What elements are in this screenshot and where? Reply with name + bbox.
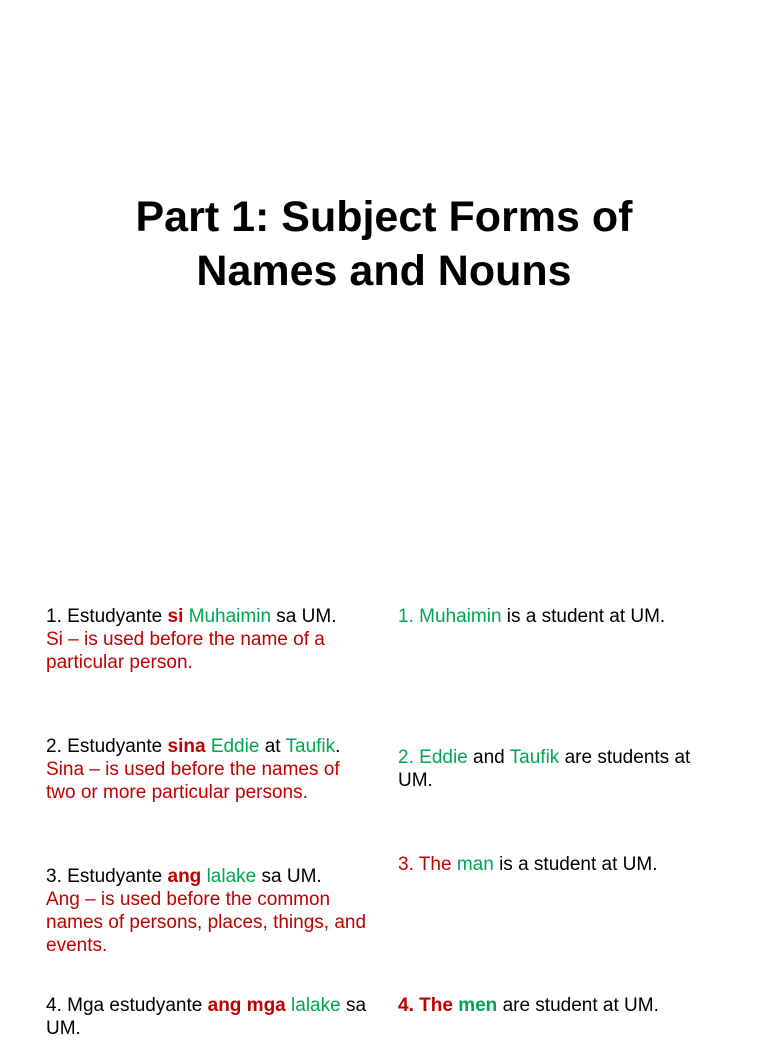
subject-marker: ang mga — [207, 995, 286, 1016]
sentence-text: . — [335, 736, 341, 757]
tagalog-sentence-3 — [46, 865, 371, 888]
sentence-text: is a student at UM. — [506, 606, 666, 627]
sentence-text: are students at UM. — [398, 747, 691, 791]
tagalog-example-4 — [46, 994, 371, 1040]
subject-noun: Taufik — [509, 747, 560, 768]
tagalog-sentence-4 — [46, 994, 371, 1040]
item-number: 1. — [398, 606, 414, 627]
tagalog-example-3 — [46, 865, 371, 957]
tagalog-example-2 — [46, 735, 371, 804]
connector-word: at — [264, 736, 281, 757]
subject-noun: lalake — [291, 995, 341, 1016]
subject-noun: men — [458, 995, 498, 1016]
grammar-note-3: Ang – is used before the common names of persons, places, things, and events. — [46, 889, 367, 956]
tagalog-sentence-2 — [46, 735, 371, 758]
subject-noun: Eddie — [419, 747, 468, 768]
tagalog-sentence-1 — [46, 605, 371, 628]
sentence-text: Estudyante — [67, 866, 163, 887]
item-number: 3. — [46, 866, 62, 887]
english-translation-1 — [398, 605, 728, 628]
slide-title-line-1: Part 1: Subject Forms of — [135, 193, 633, 241]
article-word: The — [418, 854, 452, 875]
subject-noun: Muhaimin — [419, 606, 502, 627]
sentence-text: Mga estudyante — [67, 995, 203, 1016]
subject-marker: si — [167, 606, 184, 627]
article-word: The — [419, 995, 453, 1016]
grammar-note-1: Si – is used before the name of a particular person. — [46, 629, 325, 673]
sentence-text: are student at UM. — [502, 995, 659, 1016]
english-translation-3 — [398, 853, 728, 876]
item-number: 2. — [46, 736, 62, 757]
item-number: 3. — [398, 854, 414, 875]
sentence-text: sa UM. — [276, 606, 337, 627]
item-number: 2. — [398, 747, 414, 768]
subject-noun: Taufik — [285, 736, 336, 757]
english-translation-4 — [398, 994, 728, 1017]
item-number: 4. — [398, 995, 414, 1016]
subject-noun: Muhaimin — [188, 606, 272, 627]
sentence-text: sa UM. — [261, 866, 322, 887]
item-number: 4. — [46, 995, 62, 1016]
connector-word: and — [473, 747, 505, 768]
subject-marker: ang — [167, 866, 202, 887]
tagalog-example-1 — [46, 605, 371, 674]
grammar-note-2: Sina – is used before the names of two or more particular persons. — [46, 759, 340, 803]
slide-title — [0, 190, 768, 298]
sentence-text: Estudyante — [67, 736, 163, 757]
subject-marker: sina — [167, 736, 206, 757]
slide-title-line-2: Names and Nouns — [196, 247, 572, 295]
sentence-text: Estudyante — [67, 606, 163, 627]
item-number: 1. — [46, 606, 62, 627]
english-translation-2 — [398, 746, 728, 792]
sentence-text: is a student at UM. — [499, 854, 658, 875]
subject-noun: lalake — [206, 866, 257, 887]
subject-noun: Eddie — [210, 736, 260, 757]
subject-noun: man — [456, 854, 494, 875]
sentence-text: sa UM. — [46, 995, 367, 1039]
